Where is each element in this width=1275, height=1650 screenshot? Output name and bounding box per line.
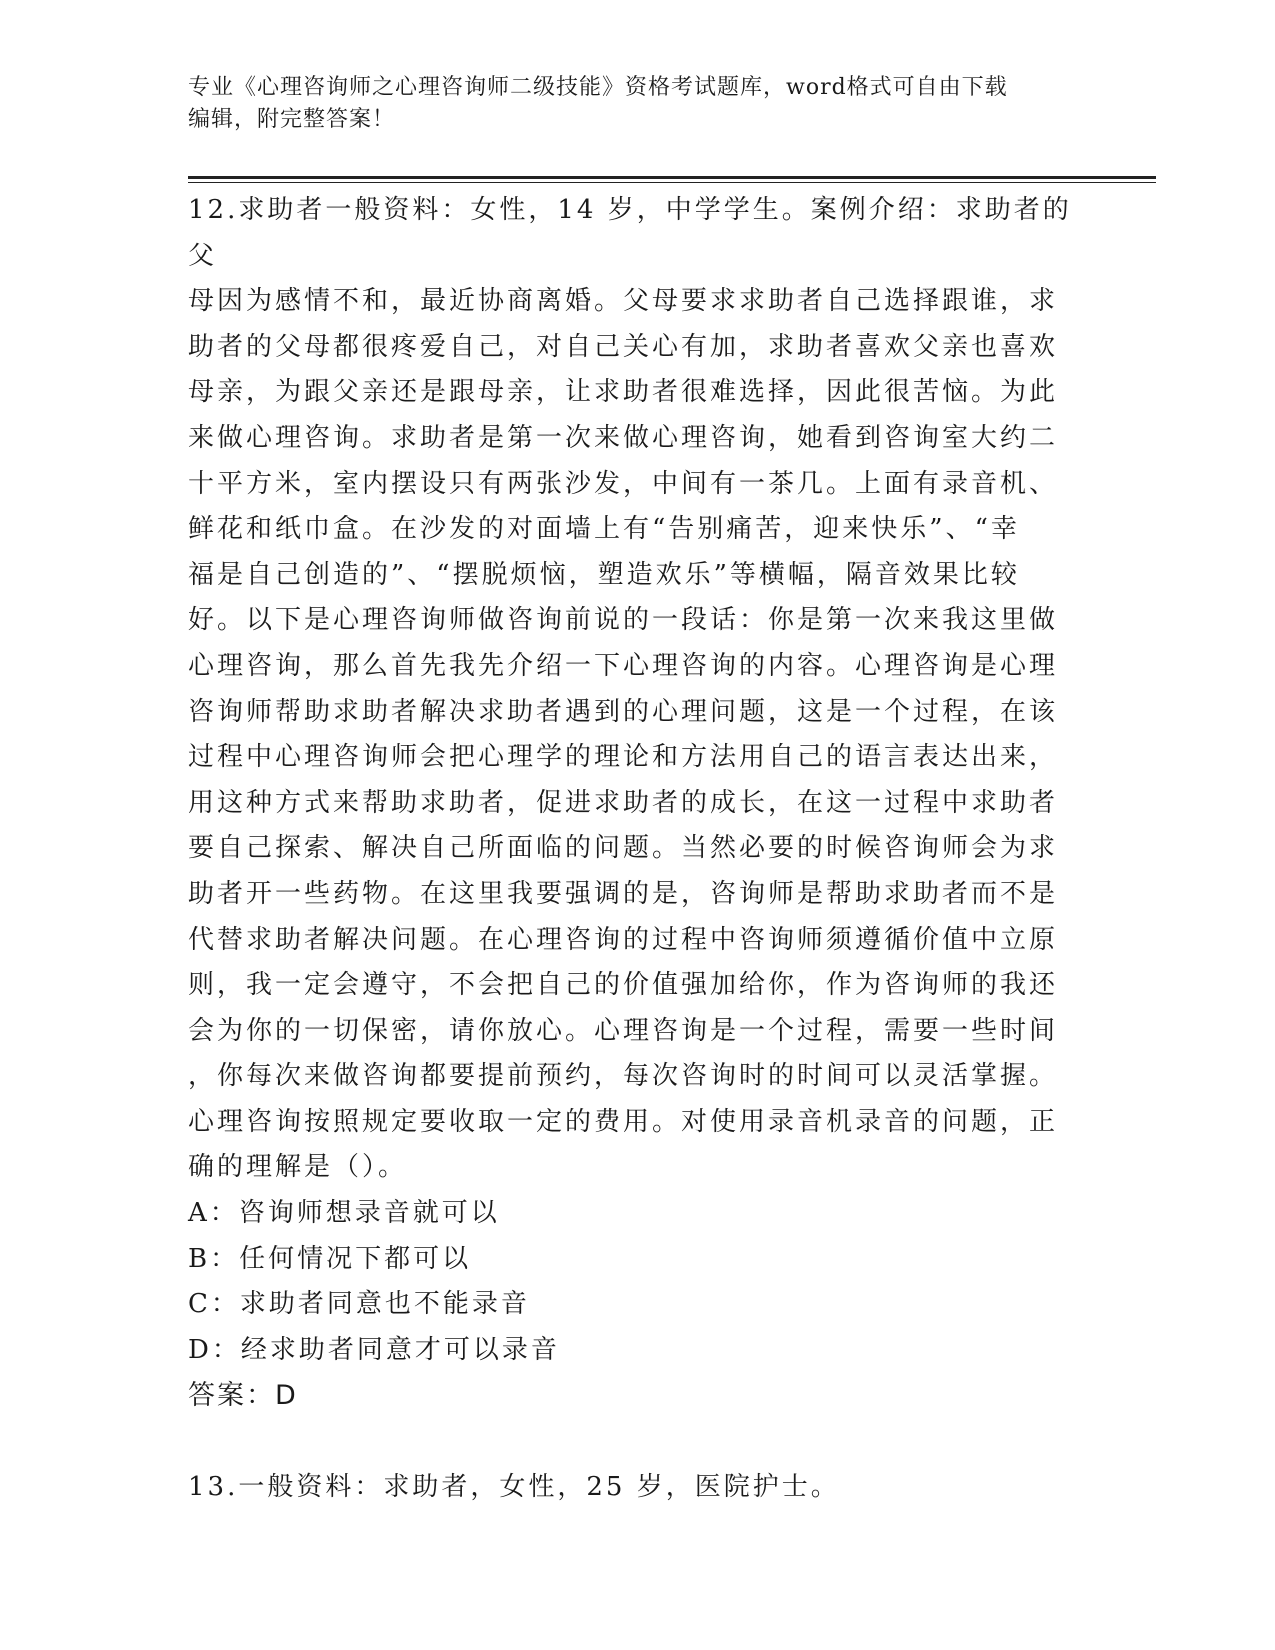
stem-line: 母因为感情不和，最近协商离婚。父母要求求助者自己选择跟谁，求 — [188, 286, 1059, 317]
document-header — [188, 72, 1068, 136]
question-spacer — [188, 1419, 1088, 1465]
question-13-stem: 13.一般资料：求助者，女性，25 岁，医院护士。 — [188, 1472, 840, 1503]
stem-line: 过程中心理咨询师会把心理学的理论和方法用自己的语言表达出来， — [188, 742, 1059, 773]
stem-line: 来做心理咨询。求助者是第一次来做心理咨询，她看到咨询室大约二 — [188, 422, 1059, 453]
stem-line: 助者的父母都很疼爱自己，对自己关心有加，求助者喜欢父亲也喜欢 — [188, 331, 1059, 362]
option-b: B：任何情况下都可以 — [188, 1243, 472, 1274]
stem-line: 助者开一些药物。在这里我要强调的是，咨询师是帮助求助者而不是 — [188, 878, 1059, 909]
stem-line: 确的理解是（）。 — [188, 1152, 408, 1183]
option-d: D：经求助者同意才可以录音 — [188, 1334, 560, 1365]
stem-line: 心理咨询按照规定要收取一定的费用。对使用录音机录音的问题，正 — [188, 1106, 1059, 1137]
stem-line: 代替求助者解决问题。在心理咨询的过程中咨询师须遵循价值中立原 — [188, 924, 1059, 955]
stem-line: ，你每次来做咨询都要提前预约，每次咨询时的时间可以灵活掌握。 — [188, 1061, 1059, 1092]
stem-line: 用这种方式来帮助求助者，促进求助者的成长，在这一过程中求助者 — [188, 787, 1059, 818]
stem-line: 心理咨询，那么首先我先介绍一下心理咨询的内容。心理咨询是心理 — [188, 650, 1059, 681]
header-line-2: 编辑，附完整答案！ — [188, 107, 396, 132]
stem-line: 12.求助者一般资料：女性，14 岁，中学学生。案例介绍：求助者的父 — [188, 195, 1072, 271]
stem-line: 母亲，为跟父亲还是跟母亲，让求助者很难选择，因此很苦恼。为此 — [188, 377, 1059, 408]
header-divider-thin — [188, 182, 1156, 183]
header-divider-thick — [188, 176, 1156, 179]
stem-line: 好。以下是心理咨询师做咨询前说的一段话：你是第一次来我这里做 — [188, 605, 1059, 636]
option-c: C：求助者同意也不能录音 — [188, 1289, 530, 1320]
header-line-1: 专业《心理咨询师之心理咨询师二级技能》资格考试题库，word格式可自由下载 — [188, 75, 1008, 100]
question-12 — [188, 188, 1088, 1419]
stem-line: 咨询师帮助求助者解决求助者遇到的心理问题，这是一个过程，在该 — [188, 696, 1059, 727]
stem-line: 鲜花和纸巾盒。在沙发的对面墙上有“告别痛苦，迎来快乐”、“幸 — [188, 514, 1020, 545]
question-12-stem — [188, 188, 1088, 1191]
stem-line: 会为你的一切保密，请你放心。心理咨询是一个过程，需要一些时间 — [188, 1015, 1059, 1046]
question-content — [188, 188, 1088, 1511]
stem-line: 十平方米，室内摆设只有两张沙发，中间有一茶几。上面有录音机、 — [188, 468, 1059, 499]
stem-line: 福是自己创造的”、“摆脱烦恼，塑造欢乐”等横幅，隔音效果比较 — [188, 559, 1020, 590]
option-a: A：咨询师想录音就可以 — [188, 1198, 500, 1229]
stem-line: 则，我一定会遵守，不会把自己的价值强加给你，作为咨询师的我还 — [188, 970, 1059, 1001]
stem-line: 要自己探索、解决自己所面临的问题。当然必要的时候咨询师会为求 — [188, 833, 1059, 864]
answer-label: 答案：D — [188, 1380, 298, 1412]
